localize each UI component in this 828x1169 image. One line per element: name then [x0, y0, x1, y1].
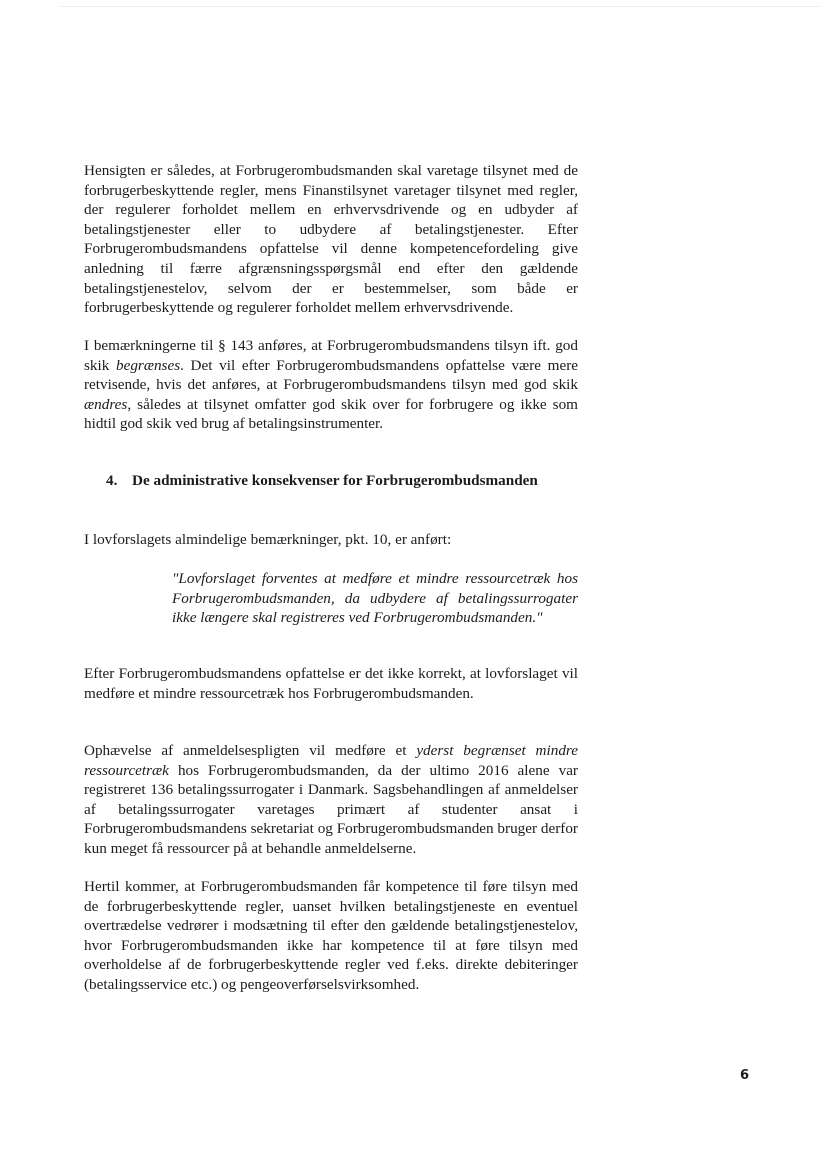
paragraph-competence-division: Hensigten er således, at Forbrugerombudsmanden skal varetage tilsynet med de forbrugerbeskyttende regler, mens Finanstilsynet varetager tilsynet med regler, der regulerer forholdet mellem en erhvervsdrivende og en udbyder af betalingstjenester eller to udbydere af betalingstjenester. Efter Forbrugerombudsmandens opfattelse vil denne kompetencefordeling give anledning til færre afgrænsningsspørgsmål end efter den gældende betalingstjenestelov, selvom der er bestemmelser, som både er forbrugerbeskyttende og regulerer forholdet mellem erhvervsdrivende.: [84, 162, 578, 317]
scan-edge-line: [60, 6, 820, 7]
paragraph-registration-duty: [84, 741, 578, 859]
text-run: hos Forbrugerombudsmanden, da der ultimo 2016 alene var registreret 136 betalingssurrogater i Danmark. Sagsbehandlingen af anmeldelser af betalingssurrogater varetages primært af studenter ansat i Forbrugerombudsmandens sekretariat og Forbrugerombudsmanden bruger derfor kun meget få ressourcer på at behandle anmeldelserne.: [84, 761, 578, 857]
emphasis-text: ændres: [84, 395, 128, 413]
text-run: , således at tilsynet omfatter god skik over for forbrugere og ikke som hidtil god skik ved brug af betalingsinstrumenter.: [84, 395, 578, 433]
text-run: Ophævelse af anmeldelsespligten vil medføre et: [84, 742, 417, 759]
text-run: I bemærkningerne til § 143 anføres, at Forbrugerombudsmandens tilsyn ift. god skik: [84, 337, 578, 374]
page-number: 6: [740, 1068, 750, 1083]
paragraph-good-practice-remarks: [84, 336, 578, 434]
section-number: 4.: [106, 472, 118, 489]
section-heading: [106, 471, 578, 491]
emphasis-text: begrænses: [115, 356, 181, 374]
emphasis-text: yderst begrænset mindre ressourcetræk: [84, 742, 578, 779]
block-quote: "Lovforslaget forventes at medføre et mindre ressourcetræk hos Forbrugerombudsmanden, da udbydere af betalingssurrogater ikke længere skal registreres ved Forbrugerombudsmanden.": [172, 570, 578, 627]
paragraph-general-remarks-intro: I lovforslagets almindelige bemærkninger, pkt. 10, er anført:: [84, 531, 452, 548]
text-run: . Det vil efter Forbrugerombudsmandens opfattelse være mere retvisende, hvis det anføres, at Forbrugerombudsmandens tilsyn med god skik: [84, 356, 578, 394]
section-title: De administrative konsekvenser for Forbrugerombudsmanden: [132, 472, 538, 489]
paragraph-not-correct: Efter Forbrugerombudsmandens opfattelse er det ikke korrekt, at lovforslaget vil medføre et mindre ressourcetræk hos Forbrugerombudsmanden.: [84, 665, 578, 702]
paragraph-new-competence: Hertil kommer, at Forbrugerombudsmanden får kompetence til føre tilsyn med de forbrugerbeskyttende regler, uanset hvilken betalingstjeneste en eventuel overtrædelse vedrører i modsætning til efter den gældende betalingstjenestelov, hvor Forbrugerombudsmanden ikke har kompetence til at føre tilsyn med overholdelse af de forbrugerbeskyttende regler ved f.eks. direkte debiteringer (betalingsservice etc.) og pengeoverførselsvirksomhed.: [84, 878, 578, 993]
